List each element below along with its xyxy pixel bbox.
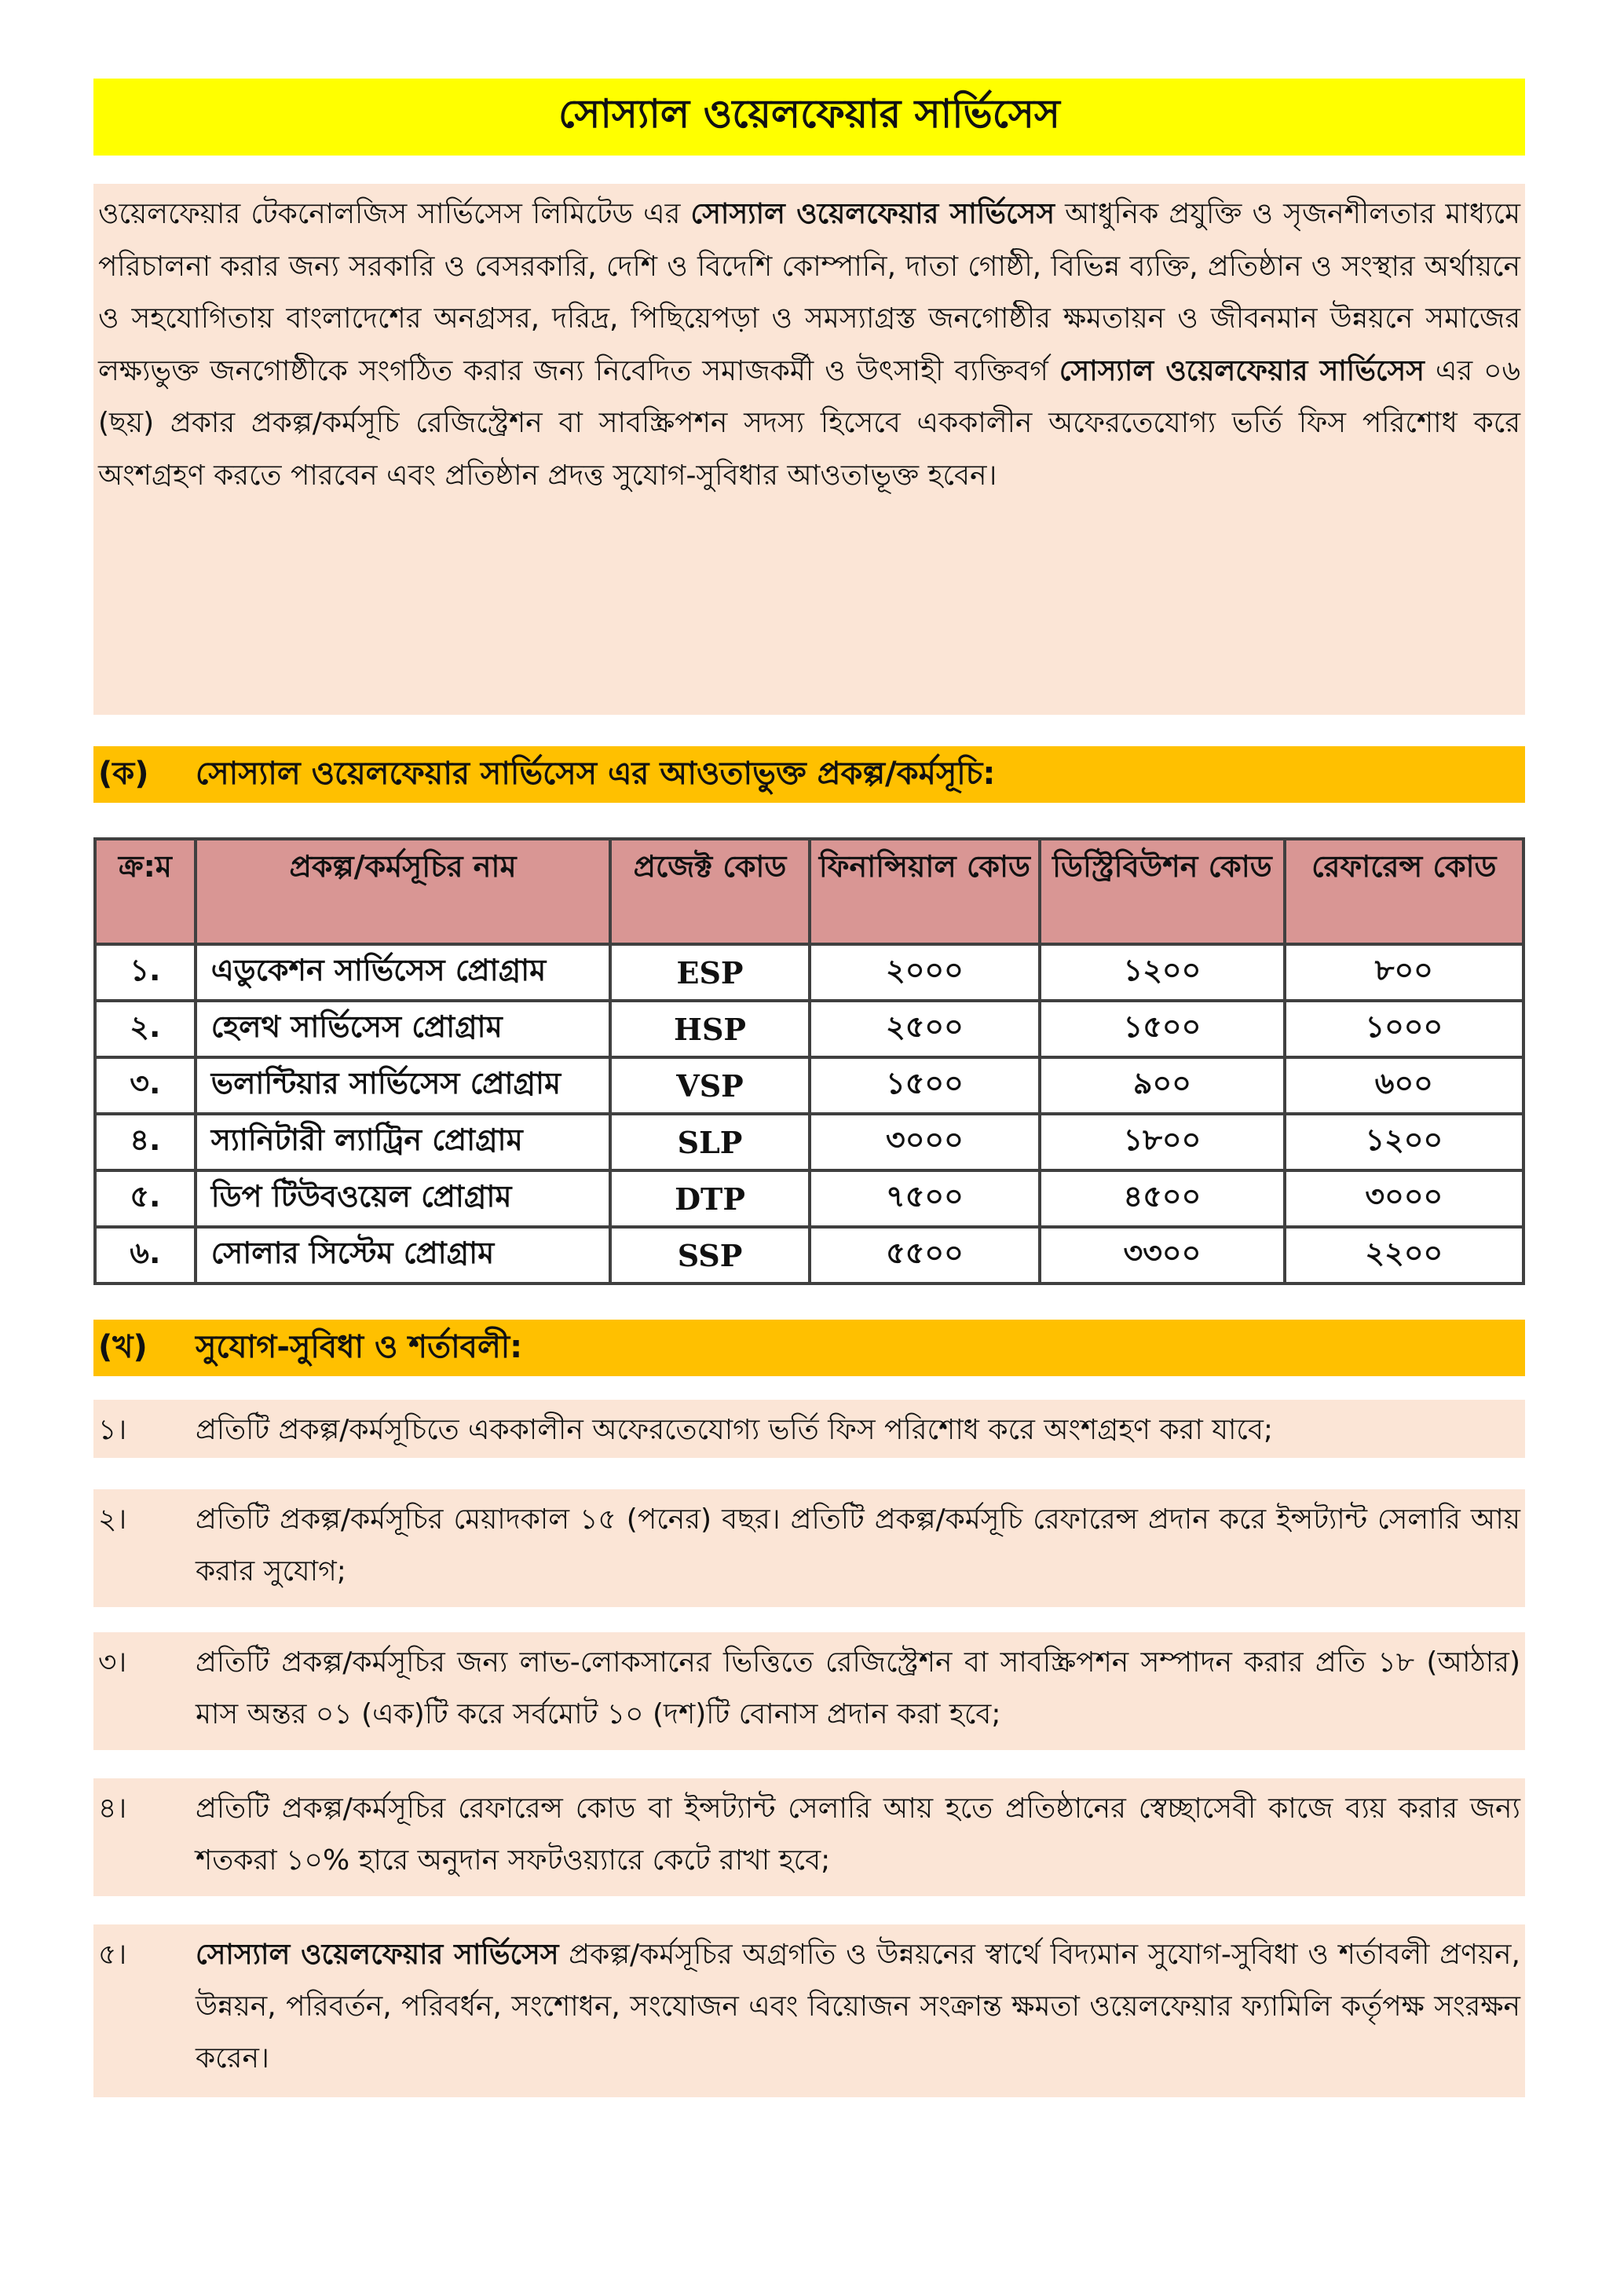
section-a-letter: (ক)	[98, 755, 149, 792]
table-header-cell: প্রজেক্ট কোড	[610, 839, 809, 944]
project-code-cell: DTP	[610, 1170, 809, 1227]
term-number: ২।	[98, 1503, 127, 1536]
term-body: প্রতিটি প্রকল্প/কর্মসূচির জন্য লাভ-লোকসানের ভিত্তিতে রেজিস্ট্রেশন বা সাবস্ক্রিপশন সম্পাদন করার প্রতি ১৮ (আঠার) মাস অন্তর ০১ (এক)টি করে সর্বমোট ১০ (দশ)টি বোনাস প্রদান করা হবে;	[196, 1646, 1520, 1730]
intro-text-2: আধুনিক প্রযুক্তি ও সৃজনশীলতার মাধ্যমে পরিচালনা করার জন্য সরকারি ও বেসরকারি, দেশি ও বিদেশি কোম্পানি, দাতা গোষ্ঠী, বিভিন্ন ব্যক্তি, প্রতিষ্ঠান ও সংস্থার অর্থায়নে ও সহযোগিতায় বাংলাদেশের অনগ্রসর, দরিদ্র, পিছিয়েপড়া ও সমস্যাগ্রস্ত জনগোষ্ঠীর ক্ষমতায়ন ও জীবনমান উন্নয়নে সমাজের লক্ষ্যভুক্ত জনগোষ্ঠীকে সংগঠিত করার জন্য নিবেদিত সমাজকর্মী ও উৎসাহী ব্যক্তিবর্গ	[98, 198, 1521, 387]
serial-cell: ৪.	[95, 1114, 196, 1170]
table-row	[95, 1001, 1523, 1057]
reference-code-cell: ২২০০	[1285, 1227, 1523, 1283]
term-text	[196, 1404, 1520, 1453]
section-a-title: সোস্যাল ওয়েলফেয়ার সার্ভিসেস এর আওতাভুক্ত প্রকল্প/কর্মসূচি:	[196, 755, 996, 792]
term-item	[93, 1400, 1525, 1458]
financial-code-cell: ২০০০	[810, 944, 1041, 1001]
distribution-code-cell: ৩৩০০	[1040, 1227, 1284, 1283]
serial-cell: ৫.	[95, 1170, 196, 1227]
financial-code-cell: ৭৫০০	[810, 1170, 1041, 1227]
distribution-code-cell: ৯০০	[1040, 1057, 1284, 1114]
page-title-bar	[93, 79, 1525, 156]
reference-code-cell: ১০০০	[1285, 1001, 1523, 1057]
project-code-cell: VSP	[610, 1057, 809, 1114]
term-body: প্রতিটি প্রকল্প/কর্মসূচিতে এককালীন অফেরতেযোগ্য ভর্তি ফিস পরিশোধ করে অংশগ্রহণ করা যাবে;	[196, 1414, 1274, 1446]
term-body: প্রতিটি প্রকল্প/কর্মসূচির রেফারেন্স কোড বা ইন্সট্যান্ট সেলারি আয় হতে প্রতিষ্ঠানের স্বেচ্ছাসেবী কাজে ব্যয় করার জন্য শতকরা ১০% হারে অনুদান সফটওয়্যারে কেটে রাখা হবে;	[196, 1792, 1520, 1877]
serial-cell: ১.	[95, 944, 196, 1001]
distribution-code-cell: ১৫০০	[1040, 1001, 1284, 1057]
program-name-cell: সোলার সিস্টেম প্রোগ্রাম	[196, 1227, 611, 1283]
financial-code-cell: ১৫০০	[810, 1057, 1041, 1114]
section-a-heading	[93, 746, 1525, 803]
term-number: ৫।	[98, 1939, 127, 1971]
serial-cell: ৬.	[95, 1227, 196, 1283]
term-number: ৩।	[98, 1646, 127, 1679]
reference-code-cell: ৬০০	[1285, 1057, 1523, 1114]
term-item	[93, 1489, 1525, 1607]
intro-bold-2: সোস্যাল ওয়েলফেয়ার সার্ভিসেস	[1059, 354, 1425, 387]
term-text	[196, 1929, 1520, 2093]
program-codes-table	[93, 837, 1525, 1285]
program-name-cell: ভলান্টিয়ার সার্ভিসেস প্রোগ্রাম	[196, 1057, 611, 1114]
project-code-cell: HSP	[610, 1001, 809, 1057]
page-title: সোস্যাল ওয়েলফেয়ার সার্ভিসেস	[558, 90, 1060, 137]
term-text	[196, 1494, 1520, 1602]
table-header-row	[95, 839, 1523, 944]
project-code-cell: SSP	[610, 1227, 809, 1283]
program-name-cell: হেলথ সার্ভিসেস প্রোগ্রাম	[196, 1001, 611, 1057]
table-row	[95, 1170, 1523, 1227]
reference-code-cell: ৮০০	[1285, 944, 1523, 1001]
program-name-cell: এডুকেশন সার্ভিসেস প্রোগ্রাম	[196, 944, 611, 1001]
term-text	[196, 1637, 1520, 1745]
section-b-title: সুযোগ-সুবিধা ও শর্তাবলী:	[196, 1328, 523, 1365]
term-item	[93, 1778, 1525, 1896]
term-number: ১।	[98, 1414, 127, 1446]
term-number: ৪।	[98, 1792, 127, 1825]
program-name-cell: ডিপ টিউবওয়েল প্রোগ্রাম	[196, 1170, 611, 1227]
table-row	[95, 1227, 1523, 1283]
table-header-cell: ফিনান্সিয়াল কোড	[810, 839, 1041, 944]
table-header-cell: ক্র:ম	[95, 839, 196, 944]
term-body: প্রতিটি প্রকল্প/কর্মসূচির মেয়াদকাল ১৫ (পনের) বছর। প্রতিটি প্রকল্প/কর্মসূচি রেফারেন্স প্রদান করে ইন্সট্যান্ট সেলারি আয় করার সুযোগ;	[196, 1503, 1520, 1587]
reference-code-cell: ১২০০	[1285, 1114, 1523, 1170]
section-b-heading	[93, 1320, 1525, 1376]
intro-text-1: ওয়েলফেয়ার টেকনোলজিস সার্ভিসেস লিমিটেড এর	[98, 198, 691, 230]
intro-text-3: এর ০৬ (ছয়) প্রকার প্রকল্প/কর্মসূচি রেজিস্ট্রেশন বা সাবস্ক্রিপশন সদস্য হিসেবে এককালীন অফেরতেযোগ্য ভর্তি ফিস পরিশোধ করে অংশগ্রহণ করতে পারবেন এবং প্রতিষ্ঠান প্রদত্ত সুযোগ-সুবিধার আওতাভূক্ত হবেন।	[98, 354, 1520, 492]
term-item	[93, 1632, 1525, 1750]
table-header-cell: রেফারেন্স কোড	[1285, 839, 1523, 944]
document-page	[93, 79, 1525, 2097]
table-header-cell: প্রকল্প/কর্মসূচির নাম	[196, 839, 611, 944]
term-bold: সোস্যাল ওয়েলফেয়ার সার্ভিসেস	[196, 1939, 559, 1971]
intro-bold-1: সোস্যাল ওয়েলফেয়ার সার্ভিসেস	[690, 198, 1055, 230]
distribution-code-cell: ১৮০০	[1040, 1114, 1284, 1170]
reference-code-cell: ৩০০০	[1285, 1170, 1523, 1227]
term-item	[93, 1924, 1525, 2097]
financial-code-cell: ৫৫০০	[810, 1227, 1041, 1283]
table-row	[95, 944, 1523, 1001]
intro-paragraph	[93, 184, 1525, 715]
serial-cell: ৩.	[95, 1057, 196, 1114]
program-name-cell: স্যানিটারী ল্যাট্রিন প্রোগ্রাম	[196, 1114, 611, 1170]
term-text	[196, 1783, 1520, 1891]
distribution-code-cell: ১২০০	[1040, 944, 1284, 1001]
section-b-letter: (খ)	[98, 1328, 148, 1365]
term-body: প্রকল্প/কর্মসূচির অগ্রগতি ও উন্নয়নের স্বার্থে বিদ্যমান সুযোগ-সুবিধা ও শর্তাবলী প্রণয়ন, উন্নয়ন, পরিবর্তন, পরিবর্ধন, সংশোধন, সংযোজন এবং বিয়োজন সংক্রান্ত ক্ষমতা ওয়েলফেয়ার ফ্যামিলি কর্তৃপক্ষ সংরক্ষন করেন।	[196, 1939, 1520, 2074]
table-row	[95, 1057, 1523, 1114]
table-row	[95, 1114, 1523, 1170]
serial-cell: ২.	[95, 1001, 196, 1057]
financial-code-cell: ৩০০০	[810, 1114, 1041, 1170]
financial-code-cell: ২৫০০	[810, 1001, 1041, 1057]
project-code-cell: SLP	[610, 1114, 809, 1170]
table-header-cell: ডিস্ট্রিবিউশন কোড	[1040, 839, 1284, 944]
project-code-cell: ESP	[610, 944, 809, 1001]
distribution-code-cell: ৪৫০০	[1040, 1170, 1284, 1227]
